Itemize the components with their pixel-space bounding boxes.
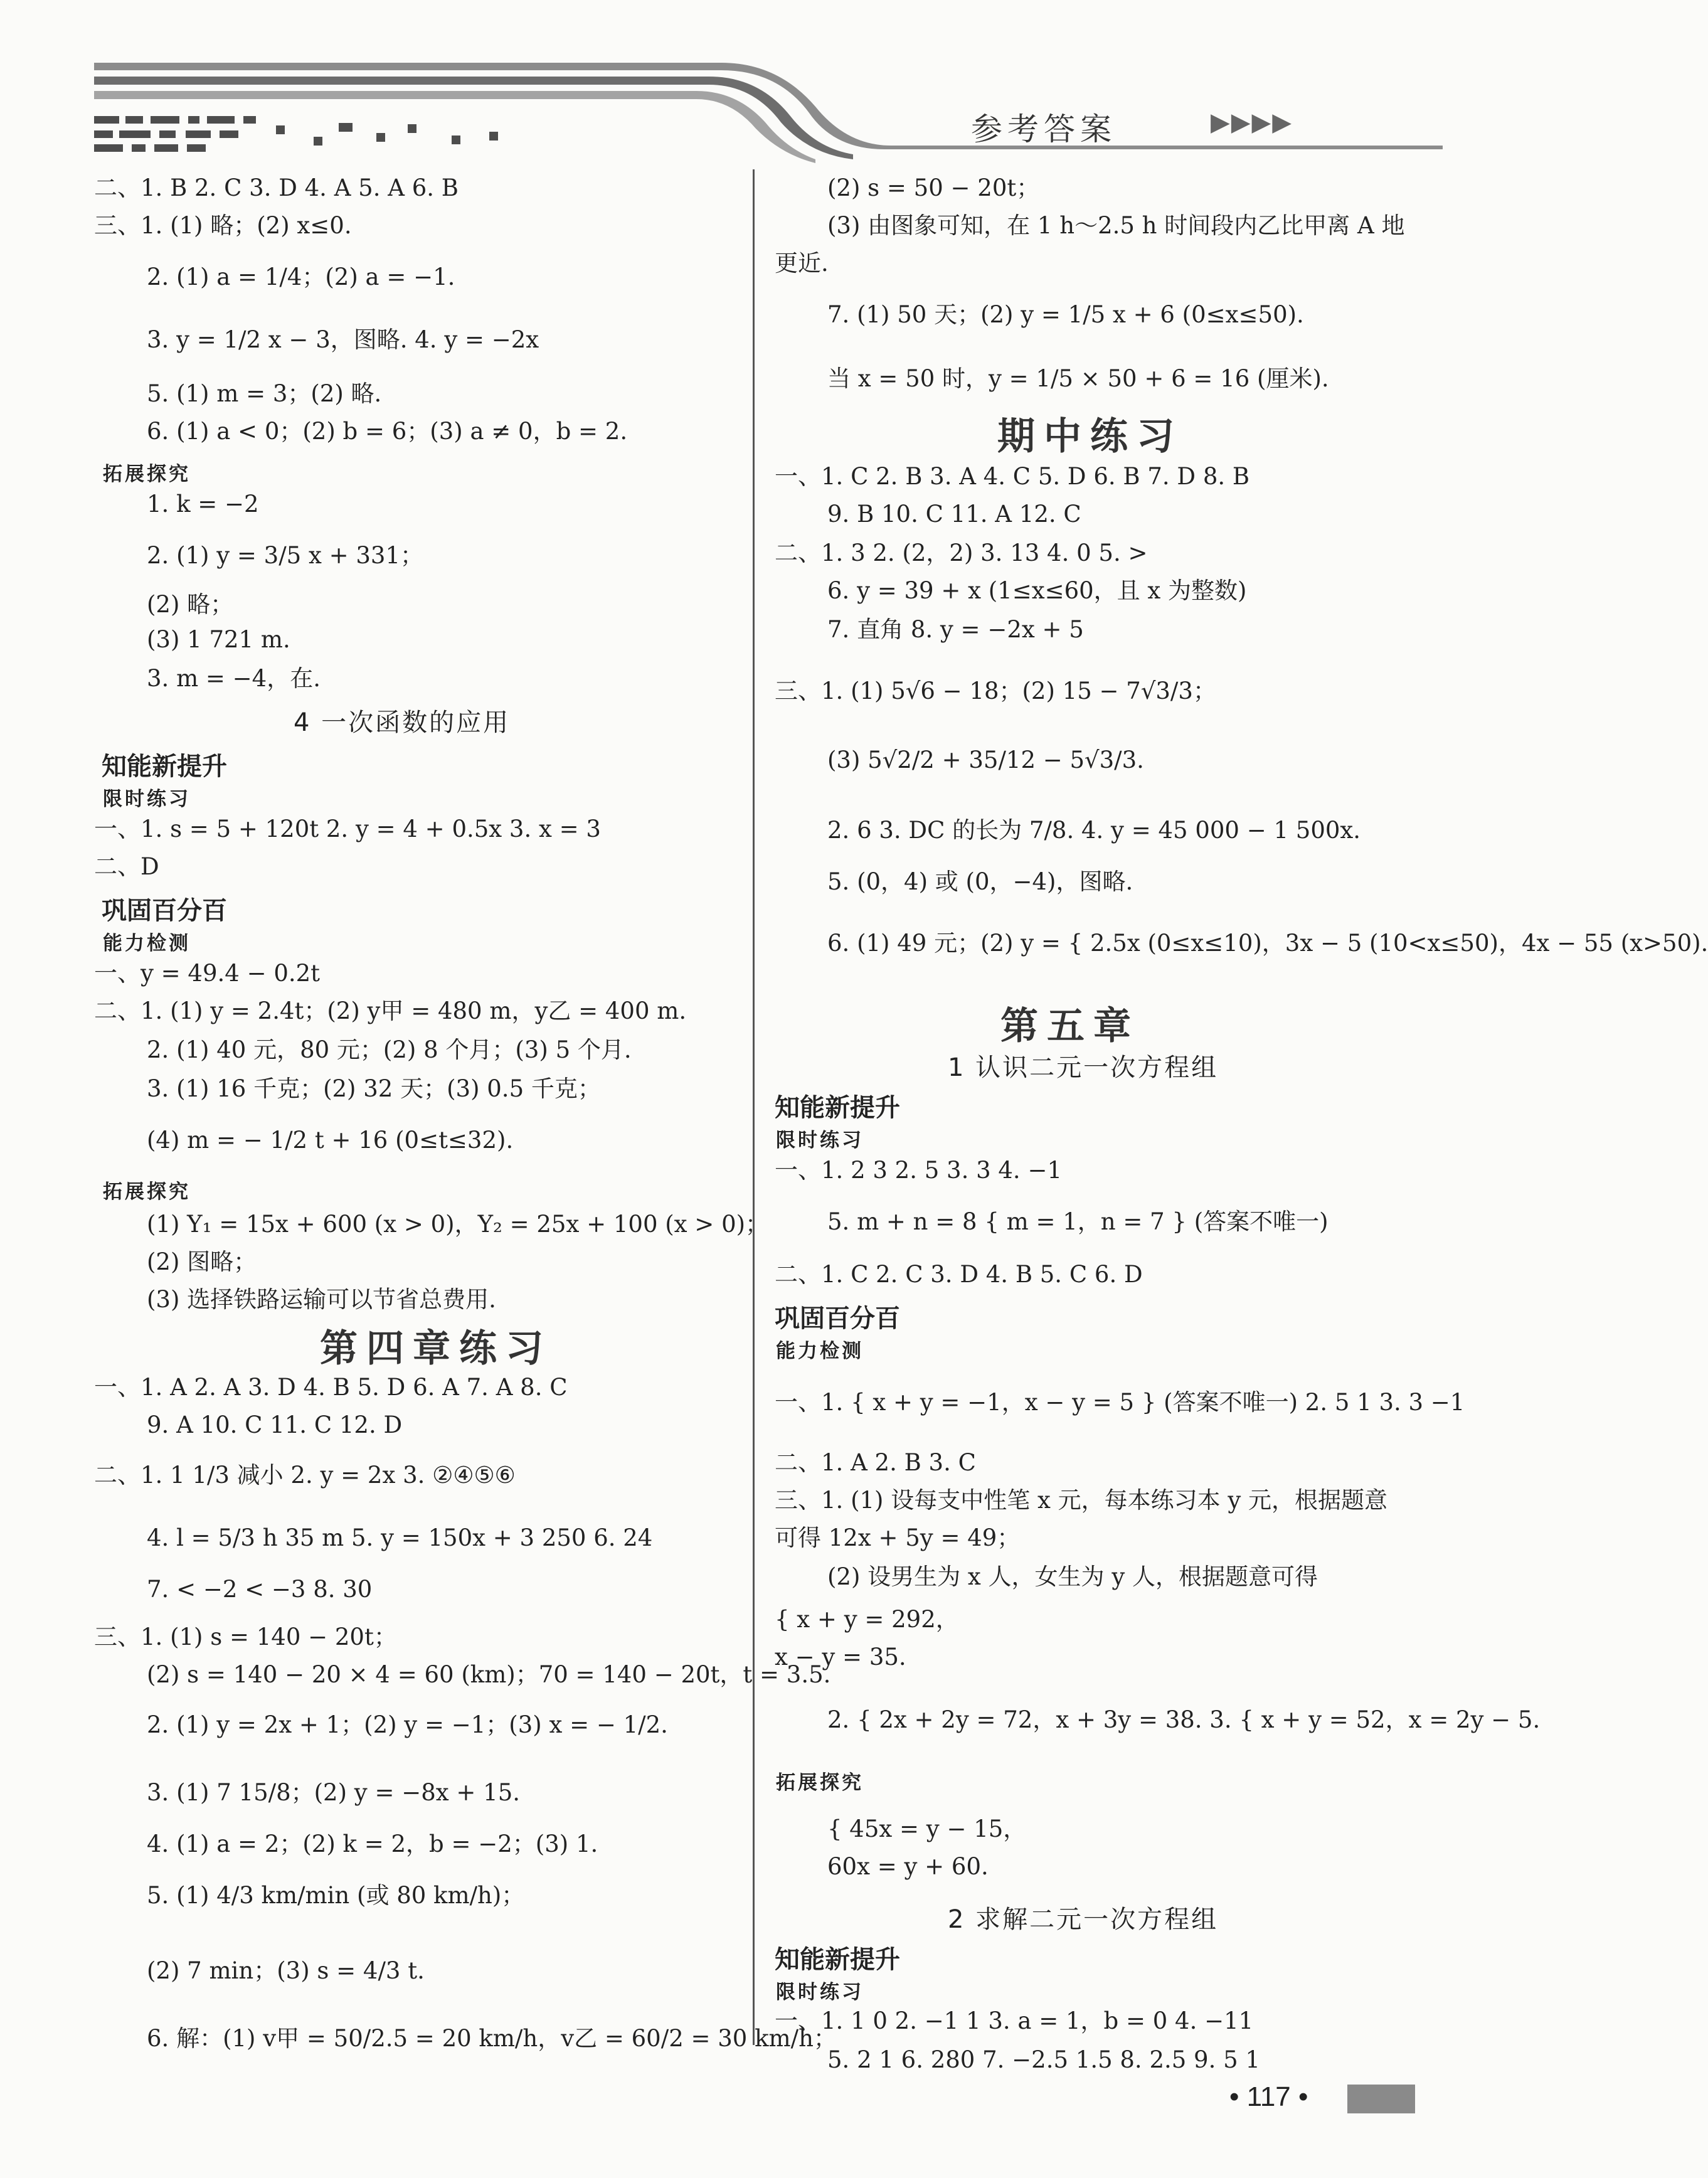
answer-line: { x + y = 292， [775, 1606, 959, 1633]
section-heading-gonggu: 巩固百分百 [775, 1304, 900, 1333]
answer-line: 3. (1) 7 15/8；(2) y = −8x + 15. [147, 1779, 520, 1806]
answer-line: 可得 12x + 5y = 49； [775, 1524, 1021, 1551]
answer-line: 9. B 10. C 11. A 12. C [827, 501, 1081, 528]
header-title: 参考答案 [971, 111, 1117, 147]
answer-line: 2. { 2x + 2y = 72，x + 3y = 38. 3. { x + y = 52，x = 2y − 5. [827, 1706, 1541, 1733]
answer-line: 5. 2 1 6. 280 7. −2.5 1.5 8. 2.5 9. 5 1 [827, 2046, 1260, 2073]
answer-line: x − y = 35. [775, 1644, 906, 1671]
answer-line: 2. (1) 40 元，80 元；(2) 8 个月；(3) 5 个月. [147, 1036, 632, 1063]
answer-line: 一、1. C 2. B 3. A 4. C 5. D 6. B 7. D 8. B [775, 463, 1250, 490]
answer-line: 5. (1) 4/3 km/min (或 80 km/h)； [147, 1882, 525, 1909]
answer-line: 7. (1) 50 天；(2) y = 1/5 x + 6 (0≤x≤50). [827, 301, 1304, 328]
answer-line: 二、1. 3 2. (2，2) 3. 13 4. 0 5. > [775, 539, 1148, 566]
subsection-heading: 能力检测 [776, 1340, 864, 1363]
answer-line: 5. (1) m = 3；(2) 略. [147, 380, 382, 407]
lesson-title: 2 求解二元一次方程组 [948, 1905, 1219, 1934]
lesson-title: 1 认识二元一次方程组 [948, 1053, 1219, 1082]
answer-line: 三、1. (1) 略；(2) x≤0. [94, 212, 352, 239]
section-heading-zhineng: 知能新提升 [775, 1945, 900, 1974]
answer-line: (2) 略； [147, 591, 234, 618]
answer-line: 3. y = 1/2 x − 3，图略. 4. y = −2x [147, 326, 539, 353]
answer-line: 三、1. (1) 设每支中性笔 x 元，每本练习本 y 元，根据题意 [775, 1487, 1388, 1514]
answer-line: { 45x = y − 15， [827, 1815, 1027, 1842]
answer-line: 当 x = 50 时，y = 1/5 × 50 + 6 = 16 (厘米). [827, 365, 1329, 392]
answer-line: 3. m = −4，在. [147, 665, 321, 692]
answer-line: (2) 设男生为 x 人，女生为 y 人，根据题意可得 [827, 1563, 1318, 1590]
answer-line: 一、1. 2 3 2. 5 3. 3 4. −1 [775, 1157, 1063, 1184]
answer-line: 二、1. B 2. C 3. D 4. A 5. A 6. B [94, 174, 459, 201]
answer-line: 二、1. 1 1/3 减小 2. y = 2x 3. ②④⑤⑥ [94, 1462, 516, 1489]
answer-line: (3) 5√2/2 + 35/12 − 5√3/3. [827, 746, 1144, 773]
answer-line: 9. A 10. C 11. C 12. D [147, 1411, 403, 1438]
answer-line: (3) 由图象可知，在 1 h～2.5 h 时间段内乙比甲离 A 地 [827, 212, 1405, 239]
answer-line: 二、D [94, 853, 159, 880]
subsection-heading: 限时练习 [103, 788, 191, 810]
answer-line: 5. m + n = 8 { m = 1，n = 7 } (答案不唯一) [827, 1208, 1329, 1235]
answer-line: 一、1. s = 5 + 120t 2. y = 4 + 0.5x 3. x = 3 [94, 815, 601, 842]
answer-line: (2) s = 50 − 20t； [827, 174, 1040, 201]
answer-line: (1) Y₁ = 15x + 600 (x > 0)，Y₂ = 25x + 100 (x > 0)； [147, 1211, 769, 1238]
answer-line: 更近. [775, 250, 829, 277]
midterm-title: 期中练习 [997, 415, 1183, 459]
subsection-heading: 限时练习 [776, 1981, 864, 2004]
answer-line: (2) 7 min；(3) s = 4/3 t. [147, 1957, 425, 1984]
answer-line: 6. 解：(1) v甲 = 50/2.5 = 20 km/h，v乙 = 60/2 = 30 km/h； [147, 2025, 837, 2052]
header-arrows-icon: ▶▶▶▶ [1211, 108, 1293, 137]
chapter-title: 第四章练习 [320, 1327, 552, 1371]
answer-line: 4. (1) a = 2；(2) k = 2，b = −2；(3) 1. [147, 1830, 598, 1857]
section-heading-zhineng: 知能新提升 [102, 752, 227, 781]
answer-line: 一、y = 49.4 − 0.2t [94, 960, 321, 987]
answer-line: (3) 选择铁路运输可以节省总费用. [147, 1286, 496, 1313]
answer-line: 6. (1) 49 元；(2) y = { 2.5x (0≤x≤10)，3x − 5 (10<x≤50)，4x − 55 (x>50). [827, 930, 1708, 957]
answer-line: 2. (1) y = 2x + 1；(2) y = −1；(3) x = − 1/2. [147, 1711, 668, 1738]
answer-line: 一、1. 1 0 2. −1 1 3. a = 1，b = 0 4. −11 [775, 2007, 1254, 2034]
answer-line: 二、1. A 2. B 3. C [775, 1449, 976, 1476]
answer-line: 一、1. { x + y = −1，x − y = 5 } (答案不唯一) 2. 5 1 3. 3 −1 [775, 1389, 1465, 1416]
answer-line: (3) 1 721 m. [147, 626, 290, 653]
answer-line: 3. (1) 16 千克；(2) 32 天；(3) 0.5 千克； [147, 1075, 601, 1102]
section-heading-tuozhan: 拓展探究 [103, 1181, 191, 1203]
page-number-block [1347, 2085, 1415, 2113]
answer-line: 4. l = 5/3 h 35 m 5. y = 150x + 3 250 6. 24 [147, 1524, 653, 1551]
chapter-title: 第五章 [1000, 1004, 1140, 1048]
answer-line: 1. k = −2 [147, 491, 259, 518]
answer-line: 二、1. (1) y = 2.4t；(2) y甲 = 480 m，y乙 = 400 m. [94, 997, 687, 1024]
answer-line: 2. (1) a = 1/4；(2) a = −1. [147, 263, 455, 290]
subsection-heading: 限时练习 [776, 1129, 864, 1152]
answer-line: 6. (1) a < 0；(2) b = 6；(3) a ≠ 0，b = 2. [147, 418, 628, 445]
column-divider [753, 169, 755, 2045]
answer-line: 7. 直角 8. y = −2x + 5 [827, 616, 1084, 643]
page-number: • 117 • [1229, 2081, 1308, 2112]
answer-line: 60x = y + 60. [827, 1853, 989, 1880]
section-heading-gonggu: 巩固百分百 [102, 896, 227, 925]
answer-line: 2. (1) y = 3/5 x + 331； [147, 542, 423, 569]
header-decoration [0, 0, 1537, 169]
section-heading-tuozhan: 拓展探究 [103, 463, 191, 486]
answer-line: 二、1. C 2. C 3. D 4. B 5. C 6. D [775, 1261, 1143, 1288]
answer-line: (2) s = 140 − 20 × 4 = 60 (km)；70 = 140 − 20t，t = 3.5. [147, 1661, 831, 1688]
answer-line: 三、1. (1) s = 140 − 20t； [94, 1623, 397, 1650]
answer-line: 7. < −2 < −3 8. 30 [147, 1576, 373, 1603]
section-heading-zhineng: 知能新提升 [775, 1093, 900, 1122]
section-heading-tuozhan: 拓展探究 [776, 1772, 864, 1794]
answer-line: 2. 6 3. DC 的长为 7/8. 4. y = 45 000 − 1 500x. [827, 817, 1361, 844]
answer-line: 6. y = 39 + x (1≤x≤60，且 x 为整数) [827, 577, 1247, 604]
subsection-heading: 能力检测 [103, 932, 191, 955]
answer-line: 一、1. A 2. A 3. D 4. B 5. D 6. A 7. A 8. C [94, 1374, 568, 1401]
answer-line: (2) 图略； [147, 1248, 257, 1275]
answer-line: 5. (0，4) 或 (0，−4)，图略. [827, 868, 1133, 895]
answer-line: 三、1. (1) 5√6 − 18；(2) 15 − 7√3/3； [775, 677, 1216, 704]
answer-line: (4) m = − 1/2 t + 16 (0≤t≤32). [147, 1127, 514, 1154]
lesson-title: 4 一次函数的应用 [294, 708, 511, 737]
